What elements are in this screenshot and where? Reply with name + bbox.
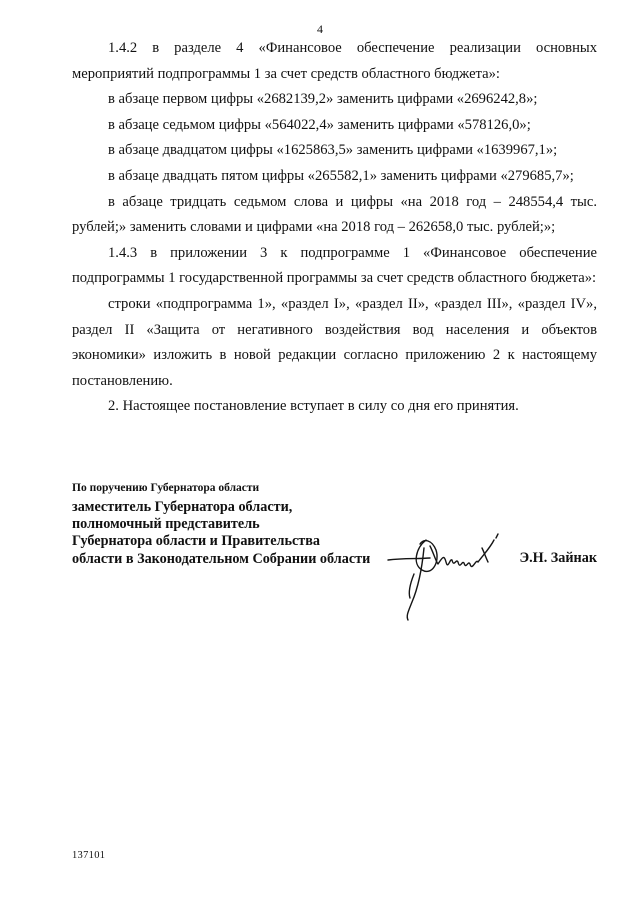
signatory-name: Э.Н. Зайнак <box>519 550 597 566</box>
paragraph-appendix-3: 1.4.3 в приложении 3 к подпрограмме 1 «Финансовое обеспечение подпрограммы 1 государственной программы за счет средств областного бюджета»: <box>72 244 597 287</box>
paragraph-abzac-1: в абзаце первом цифры «2682139,2» заменить цифрами «2696242,8»; <box>108 91 538 108</box>
signature-caption: По поручению Губернатора области <box>72 482 260 494</box>
handwritten-signature <box>386 518 514 624</box>
paragraph-section-4: 1.4.2 в разделе 4 «Финансовое обеспечение реализации основных мероприятий подпрограммы 1 за счет средств областного бюджета»: <box>72 40 597 82</box>
paragraph-abzac-7: в абзаце седьмом цифры «564022,4» заменить цифрами «578126,0»; <box>108 116 531 133</box>
document-code: 137101 <box>72 850 106 861</box>
signatory-position-line: области в Законодательном Собрании области <box>72 550 371 567</box>
signatory-position-line: Губернатора области и Правительства <box>72 533 320 550</box>
paragraph-effective-date: 2. Настоящее постановление вступает в силу со дня его принятия. <box>108 398 519 415</box>
paragraph-abzac-37: в абзаце тридцать седьмом слова и цифры «на 2018 год – 248554,4 тыс. рублей;» заменить словами и цифрами «на 2018 год – 262658,0 тыс. рублей;»; <box>72 193 597 236</box>
signatory-position-line: полномочный представитель <box>72 516 260 533</box>
signatory-position-line: заместитель Губернатора области, <box>72 499 293 515</box>
paragraph-abzac-20: в абзаце двадцатом цифры «1625863,5» заменить цифрами «1639967,1»; <box>108 142 558 159</box>
page-number: 4 <box>317 22 323 36</box>
paragraph-abzac-25: в абзаце двадцать пятом цифры «265582,1» заменить цифрами «279685,7»; <box>108 167 574 184</box>
signature-block <box>72 482 597 592</box>
paragraph-rows-replacement: строки «подпрограмма 1», «раздел I», «раздел II», «раздел III», «раздел IV», раздел II «Защита от негативного воздействия вод населения и объектов экономики» изложить в новой редакции согласно приложению 2 к настоящему постановлению. <box>72 295 597 389</box>
document-body <box>72 36 597 420</box>
signatory-position <box>72 499 370 568</box>
